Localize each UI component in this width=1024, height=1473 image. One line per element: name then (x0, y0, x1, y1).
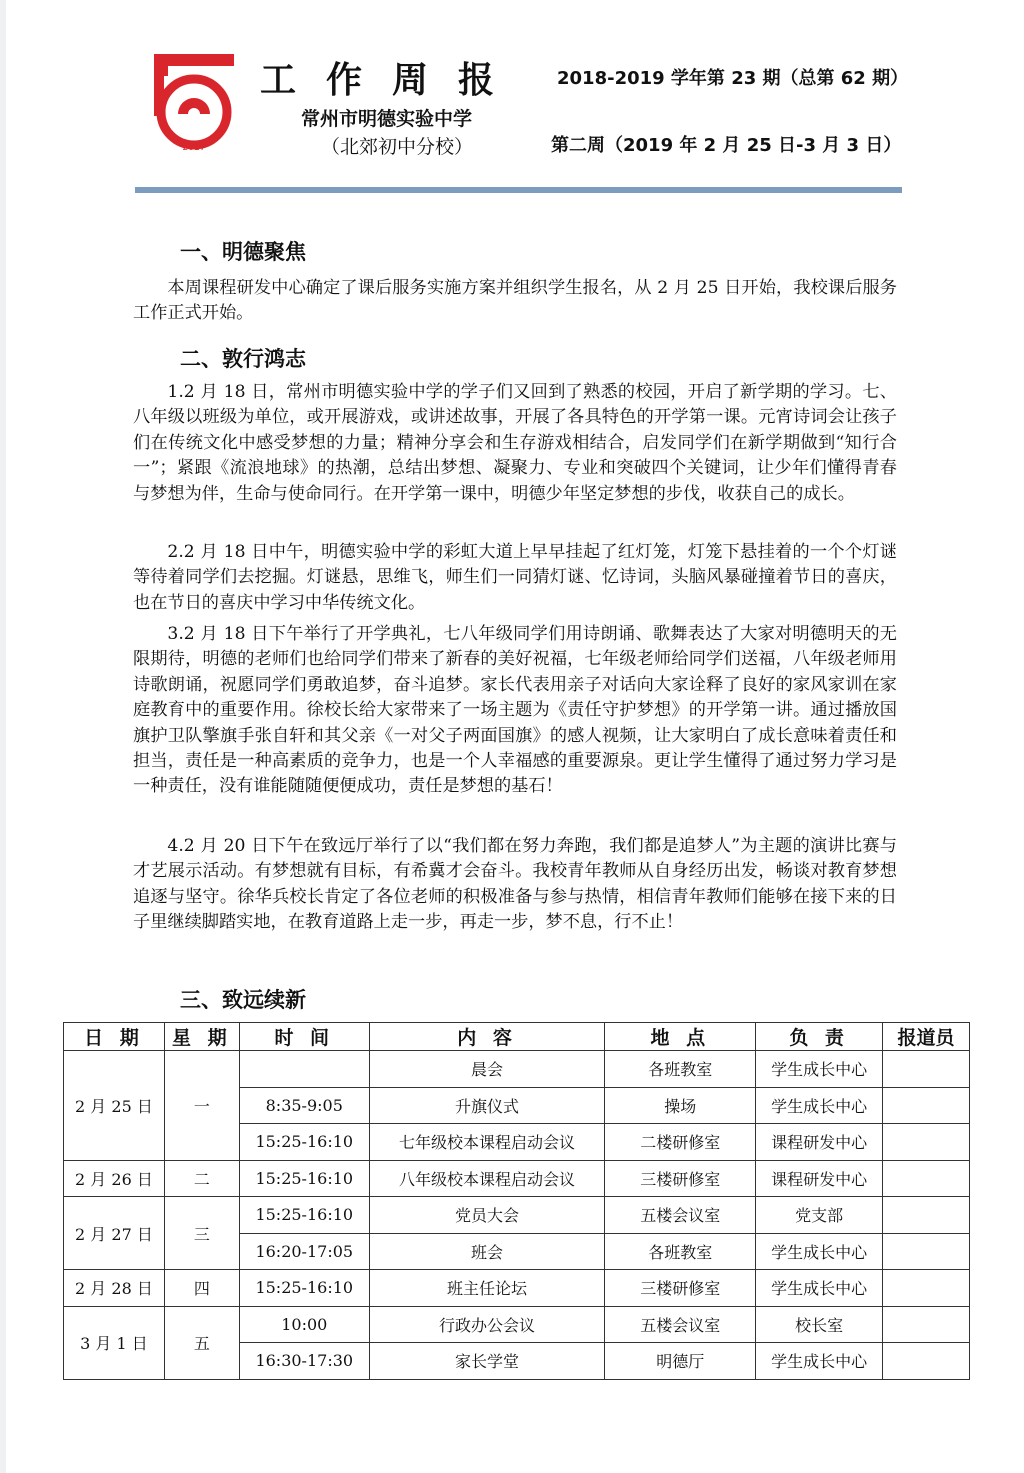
report-title: 工作周报 (260, 60, 525, 101)
paragraph: 1.2 月 18 日，常州市明德实验中学的学子们又回到了熟悉的校园，开启了新学期的学习。七、八年级以班级为单位，或开展游戏，或讲述故事，开展了各具特色的开学第一课。元宵诗词会让孩子们在传统文化中感受梦想的力量；精神分享会和生存游戏相结合，启发同学们在新学期做到“知行合一”；紧跟《流浪地球》的热潮，总结出梦想、凝聚力、专业和突破四个关键词，让少年们懂得青春与梦想为伴，生命与使命同行。在开学第一课中，明德少年坚定梦想的步伐，收获自己的成长。 (133, 382, 897, 504)
owner-cell: 校长室 (756, 1306, 883, 1343)
paragraph: 3.2 月 18 日下午举行了开学典礼，七八年级同学们用诗朗诵、歌舞表达了大家对明德明天的无限期待，明德的老师们也给同学们带来了新春的美好祝福，七年级老师给同学们送福，八年级老师用诗歌朗诵，祝愿同学们勇敢追梦，奋斗追梦。家长代表用亲子对话向大家诠释了良好的家风家训在家庭教育中的重要作用。徐校长给大家带来了一场主题为《责任守护梦想》的开学第一讲。通过播放国旗护卫队擎旗手张自轩和其父亲《一对父子两面国旗》的感人视频，让大家明白了成长意味着责任和担当，责任是一种高素质的竞争力，也是一个人幸福感的重要源泉。更让学生懂得了通过努力学习是一种责任，没有谁能随随便便成功，责任是梦想的基石！ (133, 624, 897, 797)
paragraph: 本周课程研发中心确定了课后服务实施方案并组织学生报名，从 2 月 25 日开始，我校课后服务工作正式开始。 (133, 278, 897, 324)
schedule-table (63, 1022, 970, 1380)
reporter-cell (883, 1087, 970, 1124)
issue-number: 2018-2019 学年第 23 期（总第 62 期） (557, 68, 909, 89)
owner-cell: 学生成长中心 (756, 1233, 883, 1270)
weekday-cell: 三 (164, 1197, 239, 1270)
reporter-cell (883, 1197, 970, 1234)
table-header-row (64, 1023, 970, 1051)
table-row (64, 1306, 970, 1343)
header-time: 时 间 (239, 1023, 369, 1051)
place-cell: 各班教室 (605, 1051, 756, 1088)
place-cell: 五楼会议室 (605, 1197, 756, 1234)
section-heading-focus: 一、明德聚焦 (180, 240, 306, 264)
page-edge (0, 0, 6, 1473)
logo-year: 2017 (182, 143, 206, 153)
reporter-cell (883, 1270, 970, 1307)
date-cell: 2 月 28 日 (64, 1270, 165, 1307)
place-cell: 三楼研修室 (605, 1270, 756, 1307)
owner-cell: 党支部 (756, 1197, 883, 1234)
reporter-cell (883, 1160, 970, 1197)
header-date: 日 期 (64, 1023, 165, 1051)
content-cell: 党员大会 (369, 1197, 605, 1234)
owner-cell: 课程研发中心 (756, 1124, 883, 1161)
content-cell: 七年级校本课程启动会议 (369, 1124, 605, 1161)
weekday-cell: 五 (164, 1306, 239, 1379)
place-cell: 各班教室 (605, 1233, 756, 1270)
date-cell: 3 月 1 日 (64, 1306, 165, 1379)
content-cell: 班会 (369, 1233, 605, 1270)
content-cell: 行政办公会议 (369, 1306, 605, 1343)
reporter-cell (883, 1233, 970, 1270)
owner-cell: 学生成长中心 (756, 1343, 883, 1380)
time-cell: 16:20-17:05 (239, 1233, 369, 1270)
branch-name: （北郊初中分校） (321, 136, 474, 158)
table-row (64, 1051, 970, 1088)
table-row (64, 1270, 970, 1307)
date-cell: 2 月 27 日 (64, 1197, 165, 1270)
time-cell: 15:25-16:10 (239, 1270, 369, 1307)
time-cell: 16:30-17:30 (239, 1343, 369, 1380)
owner-cell: 学生成长中心 (756, 1270, 883, 1307)
section-heading-action: 二、敦行鸿志 (180, 347, 306, 371)
table-row (64, 1160, 970, 1197)
owner-cell: 课程研发中心 (756, 1160, 883, 1197)
table-row (64, 1197, 970, 1234)
reporter-cell (883, 1124, 970, 1161)
header-weekday: 星 期 (164, 1023, 239, 1051)
content-cell: 家长学堂 (369, 1343, 605, 1380)
time-cell: 15:25-16:10 (239, 1124, 369, 1161)
place-cell: 五楼会议室 (605, 1306, 756, 1343)
header-content: 内 容 (369, 1023, 605, 1051)
header-place: 地 点 (605, 1023, 756, 1051)
section-heading-schedule: 三、致远续新 (180, 988, 306, 1012)
reporter-cell (883, 1051, 970, 1088)
weekday-cell: 一 (164, 1051, 239, 1161)
owner-cell: 学生成长中心 (756, 1051, 883, 1088)
content-cell: 班主任论坛 (369, 1270, 605, 1307)
time-cell: 15:25-16:10 (239, 1197, 369, 1234)
weekday-cell: 四 (164, 1270, 239, 1307)
content-cell: 八年级校本课程启动会议 (369, 1160, 605, 1197)
place-cell: 明德厅 (605, 1343, 756, 1380)
date-cell: 2 月 26 日 (64, 1160, 165, 1197)
paragraph: 2.2 月 18 日中午，明德实验中学的彩虹大道上早早挂起了红灯笼，灯笼下悬挂着的一个个灯谜等待着同学们去挖掘。灯谜悬，思维飞，师生们一同猜灯谜、忆诗词，头脑风暴碰撞着节日的喜庆，也在节日的喜庆中学习中华传统文化。 (133, 542, 897, 613)
school-name: 常州市明德实验中学 (301, 108, 473, 130)
place-cell: 三楼研修室 (605, 1160, 756, 1197)
time-cell (239, 1051, 369, 1088)
place-cell: 操场 (605, 1087, 756, 1124)
content-cell: 晨会 (369, 1051, 605, 1088)
paragraph: 4.2 月 20 日下午在致远厅举行了以“我们都在努力奔跑，我们都是追梦人”为主题的演讲比赛与才艺展示活动。有梦想就有目标，有希冀才会奋斗。我校青年教师从自身经历出发，畅谈对教育梦想追逐与坚守。徐华兵校长肯定了各位老师的积极准备与参与热情，相信青年教师们能够在接下来的日子里继续脚踏实地，在教育道路上走一步，再走一步，梦不息，行不止！ (133, 836, 897, 933)
header-rule (135, 187, 902, 193)
owner-cell: 学生成长中心 (756, 1087, 883, 1124)
time-cell: 8:35-9:05 (239, 1087, 369, 1124)
reporter-cell (883, 1343, 970, 1380)
content-cell: 升旗仪式 (369, 1087, 605, 1124)
place-cell: 二楼研修室 (605, 1124, 756, 1161)
weekday-cell: 二 (164, 1160, 239, 1197)
time-cell: 10:00 (239, 1306, 369, 1343)
header-reporter: 报道员 (883, 1023, 970, 1051)
reporter-cell (883, 1306, 970, 1343)
header-owner: 负 责 (756, 1023, 883, 1051)
school-logo (148, 46, 240, 158)
time-cell: 15:25-16:10 (239, 1160, 369, 1197)
date-cell: 2 月 25 日 (64, 1051, 165, 1161)
week-range: 第二周（2019 年 2 月 25 日-3 月 3 日） (551, 135, 902, 156)
